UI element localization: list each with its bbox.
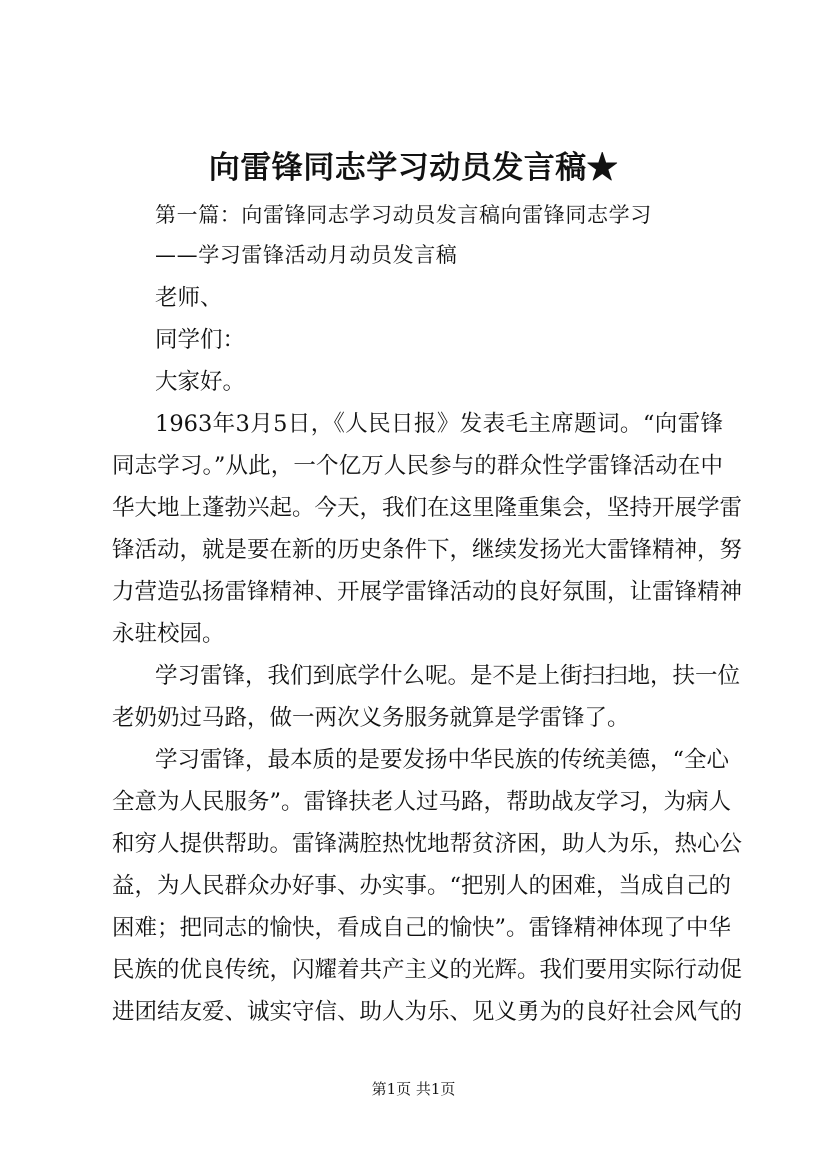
paragraph-line: 1963年3月5日，《人民日报》发表毛主席题词。“向雷锋 — [155, 411, 723, 437]
paragraph-line: 困难；把同志的愉快，看成自己的愉快”。雷锋精神体现了中华 — [112, 915, 732, 941]
paragraph-line: 同志学习。”从此，一个亿万人民参与的群众性学雷锋活动在中 — [112, 453, 723, 479]
paragraph-line: 民族的优良传统，闪耀着共产主义的光辉。我们要用实际行动促 — [112, 957, 743, 983]
page-number-footer: 第1页 共1页 — [371, 1080, 456, 1098]
paragraph-line: 益，为人民群众办好事、办实事。“把别人的困难，当成自己的 — [112, 873, 732, 899]
greeting: 大家好。 — [155, 369, 246, 395]
paragraph-line: 锋活动，就是要在新的历史条件下，继续发扬光大雷锋精神，努 — [112, 537, 743, 563]
paragraph-line: 全意为人民服务”。雷锋扶老人过马路，帮助战友学习，为病人 — [112, 789, 732, 815]
paragraph-line: 和穷人提供帮助。雷锋满腔热忱地帮贫济困，助人为乐，热心公 — [112, 831, 743, 857]
paragraph-line: 学习雷锋，我们到底学什么呢。是不是上街扫扫地，扶一位 — [155, 663, 741, 689]
paragraph-line: 老奶奶过马路，做一两次义务服务就算是学雷锋了。 — [112, 705, 630, 731]
subtitle-line-2: ——学习雷锋活动月动员发言稿 — [155, 243, 458, 267]
salutation-teachers: 老师、 — [155, 285, 223, 311]
paragraph-line: 进团结友爱、诚实守信、助人为乐、见义勇为的良好社会风气的 — [112, 999, 743, 1025]
paragraph-line: 力营造弘扬雷锋精神、开展学雷锋活动的良好氛围，让雷锋精神 — [112, 579, 743, 605]
paragraph-line: 学习雷锋，最本质的是要发扬中华民族的传统美德，“全心 — [155, 747, 730, 773]
subtitle-line-1: 第一篇：向雷锋同志学习动员发言稿向雷锋同志学习 — [155, 203, 652, 227]
salutation-students: 同学们： — [155, 327, 246, 353]
paragraph-line: 永驻校园。 — [112, 621, 225, 647]
document-title: 向雷锋同志学习动员发言稿★ — [208, 150, 619, 186]
paragraph-line: 华大地上蓬勃兴起。今天，我们在这里隆重集会，坚持开展学雷 — [112, 495, 743, 521]
